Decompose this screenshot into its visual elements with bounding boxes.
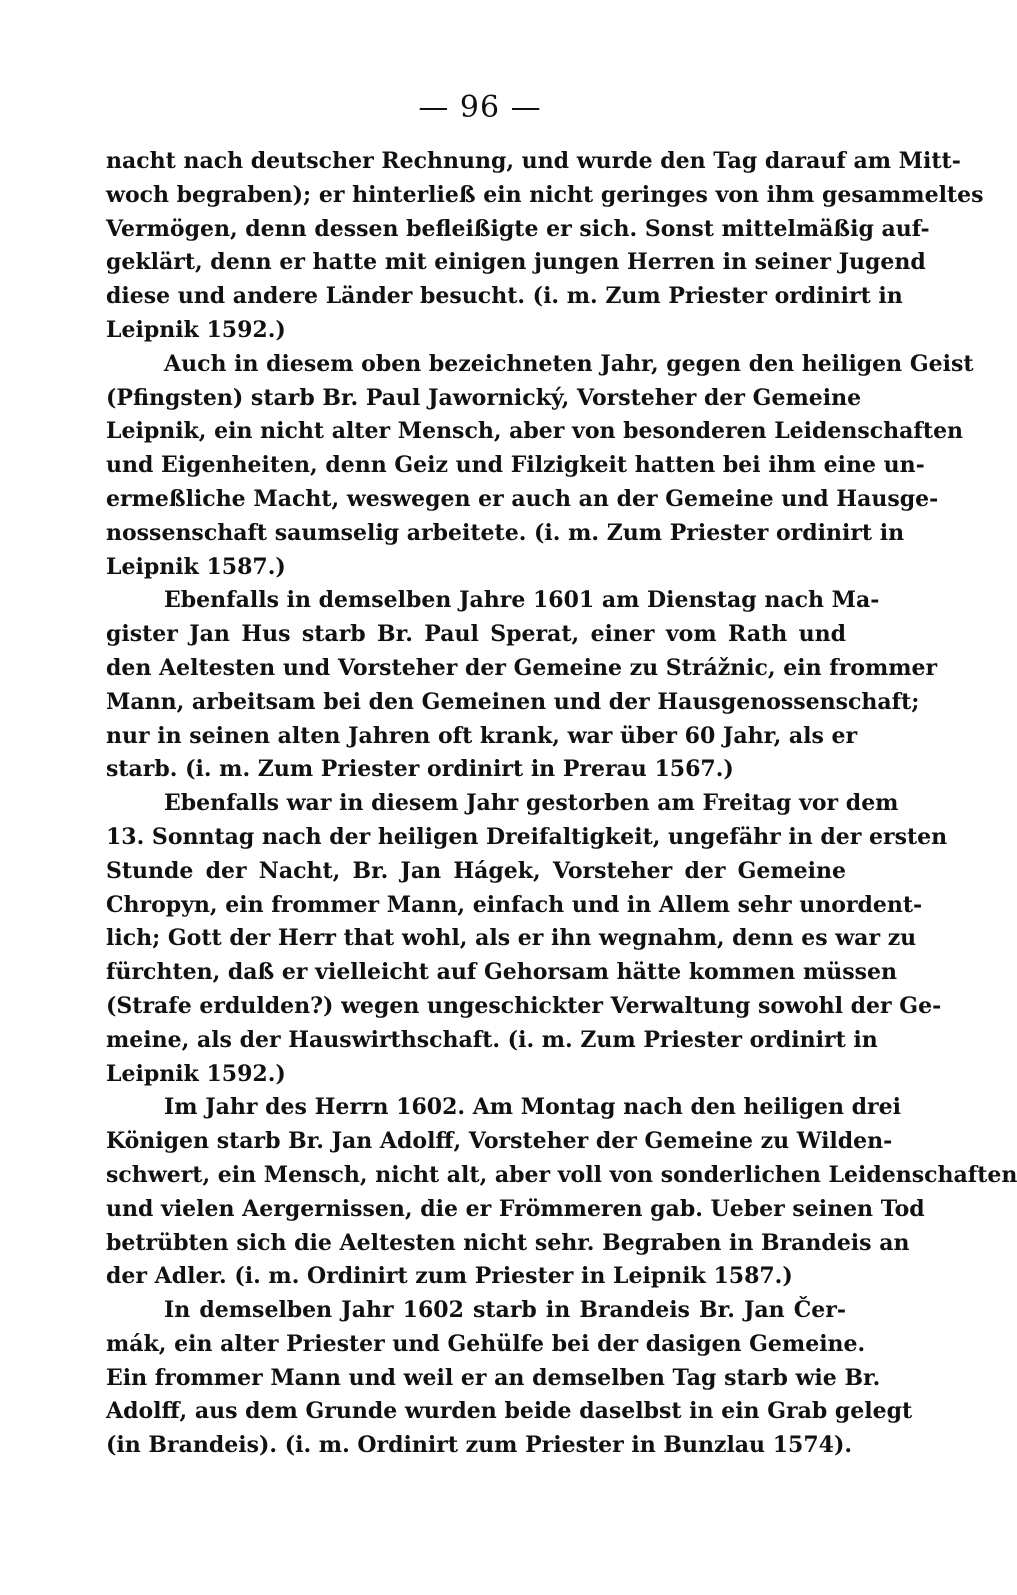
text-line: Leipnik 1587.) [106,553,286,580]
text-line: 13. Sonntag nach der heiligen Dreifaltigkeit, ungefähr in der ersten [106,823,948,850]
text-line: und vielen Aergernissen, die er Frömmeren gab. Ueber seinen Tod [106,1195,925,1222]
text-line: Im Jahr des Herrn 1602. Am Montag nach den heiligen drei [164,1094,901,1121]
text-line: Stunde der Nacht, Br. Jan Hágek, Vorsteher der Gemeine [106,857,846,884]
text-line: Chropyn, ein frommer Mann, einfach und in Allem sehr unordent- [106,891,923,918]
text-line: geklärt, denn er hatte mit einigen jungen Herren in seiner Jugend [106,249,926,276]
text-line: gister Jan Hus starb Br. Paul Sperat, einer vom Rath und [106,621,846,648]
text-line: (Pfingsten) starb Br. Paul Jawornický, Vorsteher der Gemeine [106,384,862,411]
text-line: schwert, ein Mensch, nicht alt, aber voll von sonderlichen Leidenschaften [106,1161,1017,1188]
paragraph [106,145,984,348]
text-line: und Eigenheiten, denn Geiz und Filzigkeit hatten bei ihm eine un- [106,452,925,479]
paragraph [106,584,938,787]
text-line: lich; Gott der Herr that wohl, als er ihn wegnahm, denn es war zu [106,925,917,952]
text-line: Leipnik 1592.) [106,316,286,343]
text-line: mák, ein alter Priester und Gehülfe bei der dasigen Gemeine. [106,1330,866,1357]
text-line: der Adler. (i. m. Ordinirt zum Priester in Leipnik 1587.) [106,1263,793,1290]
text-line: In demselben Jahr 1602 starb in Brandeis Br. Jan Čer- [164,1297,846,1324]
text-line: Adolff, aus dem Grunde wurden beide daselbst in ein Grab gelegt [106,1398,913,1425]
text-line: starb. (i. m. Zum Priester ordinirt in Prerau 1567.) [106,756,734,783]
text-line: woch begraben); er hinterließ ein nicht geringes von ihm gesammeltes [106,181,984,208]
page-number: — 96 — [418,90,542,125]
text-line: nur in seinen alten Jahren oft krank, war über 60 Jahr, als er [106,722,858,749]
paragraph [106,1091,1017,1294]
text-line: nossenschaft saumselig arbeitete. (i. m. Zum Priester ordinirt in [106,519,905,546]
text-line: Ein frommer Mann und weil er an demselben Tag starb wie Br. [106,1364,881,1391]
text-line: den Aeltesten und Vorsteher der Gemeine zu Strážnic, ein frommer [106,654,938,681]
text-line: (in Brandeis). (i. m. Ordinirt zum Priester in Bunzlau 1574). [106,1432,853,1459]
text-line: Ebenfalls war in diesem Jahr gestorben am Freitag vor dem [164,790,899,817]
paragraph [106,787,948,1091]
text-line: betrübten sich die Aeltesten nicht sehr. Begraben in Brandeis an [106,1229,910,1256]
text-line: Auch in diesem oben bezeichneten Jahr, gegen den heiligen Geist [164,350,974,377]
paragraph [106,1294,913,1463]
text-line: Leipnik 1592.) [106,1060,286,1087]
text-line: (Strafe erdulden?) wegen ungeschickter Verwaltung sowohl der Ge- [106,992,942,1019]
body-text [106,145,1017,1463]
text-line: ermeßliche Macht, weswegen er auch an der Gemeine und Hausge- [106,485,939,512]
text-line: fürchten, daß er vielleicht auf Gehorsam hätte kommen müssen [106,959,897,986]
text-line: Ebenfalls in demselben Jahre 1601 am Dienstag nach Ma- [164,587,880,614]
text-line: meine, als der Hauswirthschaft. (i. m. Zum Priester ordinirt in [106,1026,878,1053]
text-line: Vermögen, denn dessen befleißigte er sich. Sonst mittelmäßig auf- [106,215,930,242]
text-line: nacht nach deutscher Rechnung, und wurde den Tag darauf am Mitt- [106,148,961,174]
paragraph [106,348,974,585]
text-line: Königen starb Br. Jan Adolff, Vorsteher der Gemeine zu Wilden- [106,1128,893,1155]
text-line: Leipnik, ein nicht alter Mensch, aber von besonderen Leidenschaften [106,418,964,445]
text-line: Mann, arbeitsam bei den Gemeinen und der Hausgenossenschaft; [106,688,920,715]
text-line: diese und andere Länder besucht. (i. m. Zum Priester ordinirt in [106,283,903,310]
